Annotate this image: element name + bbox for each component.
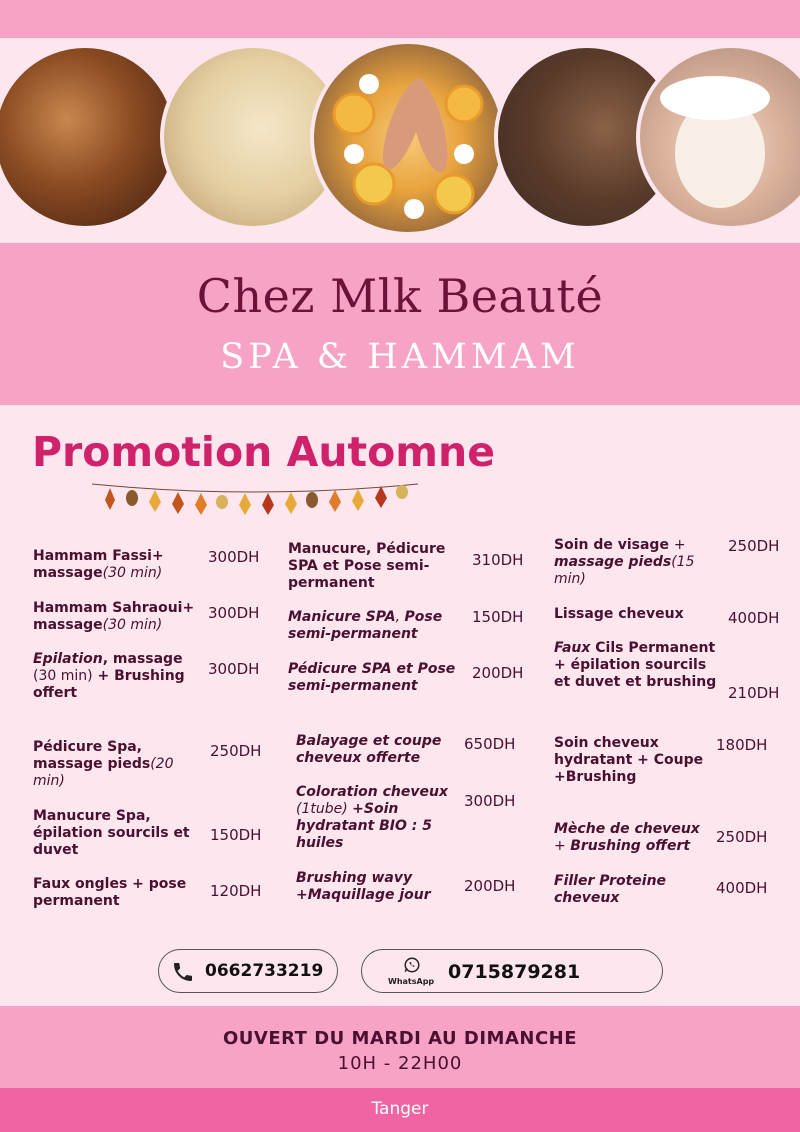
service-text: massage pieds [554,554,672,570]
service-text: Pose semi-permanent [288,609,443,642]
service-item [288,541,463,592]
service-text: (30 min) [33,668,93,684]
service-text: (20 min) [33,756,174,789]
service-item [33,808,203,859]
service-text: Epilation [33,651,103,667]
service-price: 300DH [208,548,260,566]
service-item [33,876,203,910]
service-text: Filler Proteine cheveux [554,873,667,906]
whatsapp-icon [403,956,421,974]
service-text: Manucure, Pédicure SPA et Pose semi-permanent [288,541,446,591]
service-text: Hammam Fassi+ massage [33,548,164,581]
promo-title: Promotion Automne [32,428,496,476]
service-text: + [554,838,571,854]
city-banner [0,1088,800,1132]
service-text: + [673,537,686,553]
service-text: + Brushing offert [33,668,185,701]
service-item [554,606,724,623]
photo-strip [0,38,800,243]
service-text: Pédicure Spa, massage pieds [33,739,151,772]
service-item [288,609,463,643]
phone-icon [171,960,195,984]
phone-number: 0662733219 [205,961,324,981]
service-text: Manucure Spa, épilation sourcils et duvet [33,808,190,858]
service-item [296,784,461,852]
service-item [33,548,203,582]
brand-banner [0,243,800,405]
service-text: Hammam Sahraoui+ massage [33,600,195,633]
service-item [33,739,203,790]
service-item [554,640,722,691]
service-text: (30 min) [102,617,163,633]
massage-photo [0,44,178,230]
service-item [288,661,468,695]
whatsapp-contact[interactable] [361,949,663,993]
service-price: 250DH [728,537,780,555]
service-text: Soin de visage [554,537,674,553]
opening-days: OUVERT DU MARDI AU DIMANCHE [222,1028,578,1049]
opening-hours-banner [0,1006,800,1088]
service-text: Brushing offert [570,838,691,854]
service-text: Pédicure SPA et Pose semi-permanent [288,661,456,694]
top-bar [0,0,800,38]
service-text: Lissage cheveux [554,606,684,622]
leaf-icon [105,485,408,515]
service-text: Mèche de cheveux [554,821,700,837]
service-price: 300DH [464,792,516,810]
service-text: Soin cheveux hydratant + Coupe +Brushing [554,735,704,785]
service-text: Faux ongles + pose permanent [33,876,187,909]
service-price: 300DH [208,660,260,678]
service-price: 650DH [464,735,516,753]
service-price: 250DH [210,742,262,760]
service-item [33,600,203,634]
service-item [554,735,714,786]
service-item [296,733,461,767]
service-text: +Soin hydratant BIO : 5 huiles [296,801,433,851]
service-price: 200DH [472,664,524,682]
opening-hours: 10H - 22H00 [337,1053,463,1074]
service-item [554,873,714,907]
service-item [554,821,714,855]
service-price: 200DH [464,877,516,895]
service-item [33,651,203,702]
pedicure-bath-photo [310,40,506,236]
service-item [554,537,724,588]
service-price: 180DH [716,736,768,754]
service-price: 150DH [472,608,524,626]
service-price: 400DH [728,609,780,627]
service-text: (30 min) [102,565,163,581]
service-text: , [395,609,405,625]
service-item [296,870,461,904]
service-text: Coloration cheveux [296,784,448,800]
brand-tagline: SPA & HAMMAM [220,337,580,377]
service-text: Balayage et coupe cheveux offerte [296,733,442,766]
phone-contact[interactable] [158,949,338,993]
service-text: (1tube) [296,801,353,817]
whatsapp-number: 0715879281 [448,961,581,983]
service-text: Manicure SPA [288,609,396,625]
city-name: Tanger [371,1099,429,1119]
service-price: 150DH [210,826,262,844]
service-price: 210DH [728,684,780,702]
whatsapp-label: WhatsApp [388,977,435,986]
service-text: , massage [102,651,183,667]
service-text: Brushing wavy +Maquillage jour [296,870,431,903]
service-price: 310DH [472,551,524,569]
service-price: 300DH [208,604,260,622]
service-price: 120DH [210,882,262,900]
service-text: (15 min) [554,554,695,587]
facial-mask-photo [636,44,800,230]
service-text: Cils Permanent + épilation sourcils et duvet et brushing [554,640,717,690]
brand-name: Chez Mlk Beauté [196,269,604,323]
service-price: 400DH [716,879,768,897]
service-price: 250DH [716,828,768,846]
service-text: Faux [554,640,596,656]
autumn-leaf-garland [90,478,420,518]
